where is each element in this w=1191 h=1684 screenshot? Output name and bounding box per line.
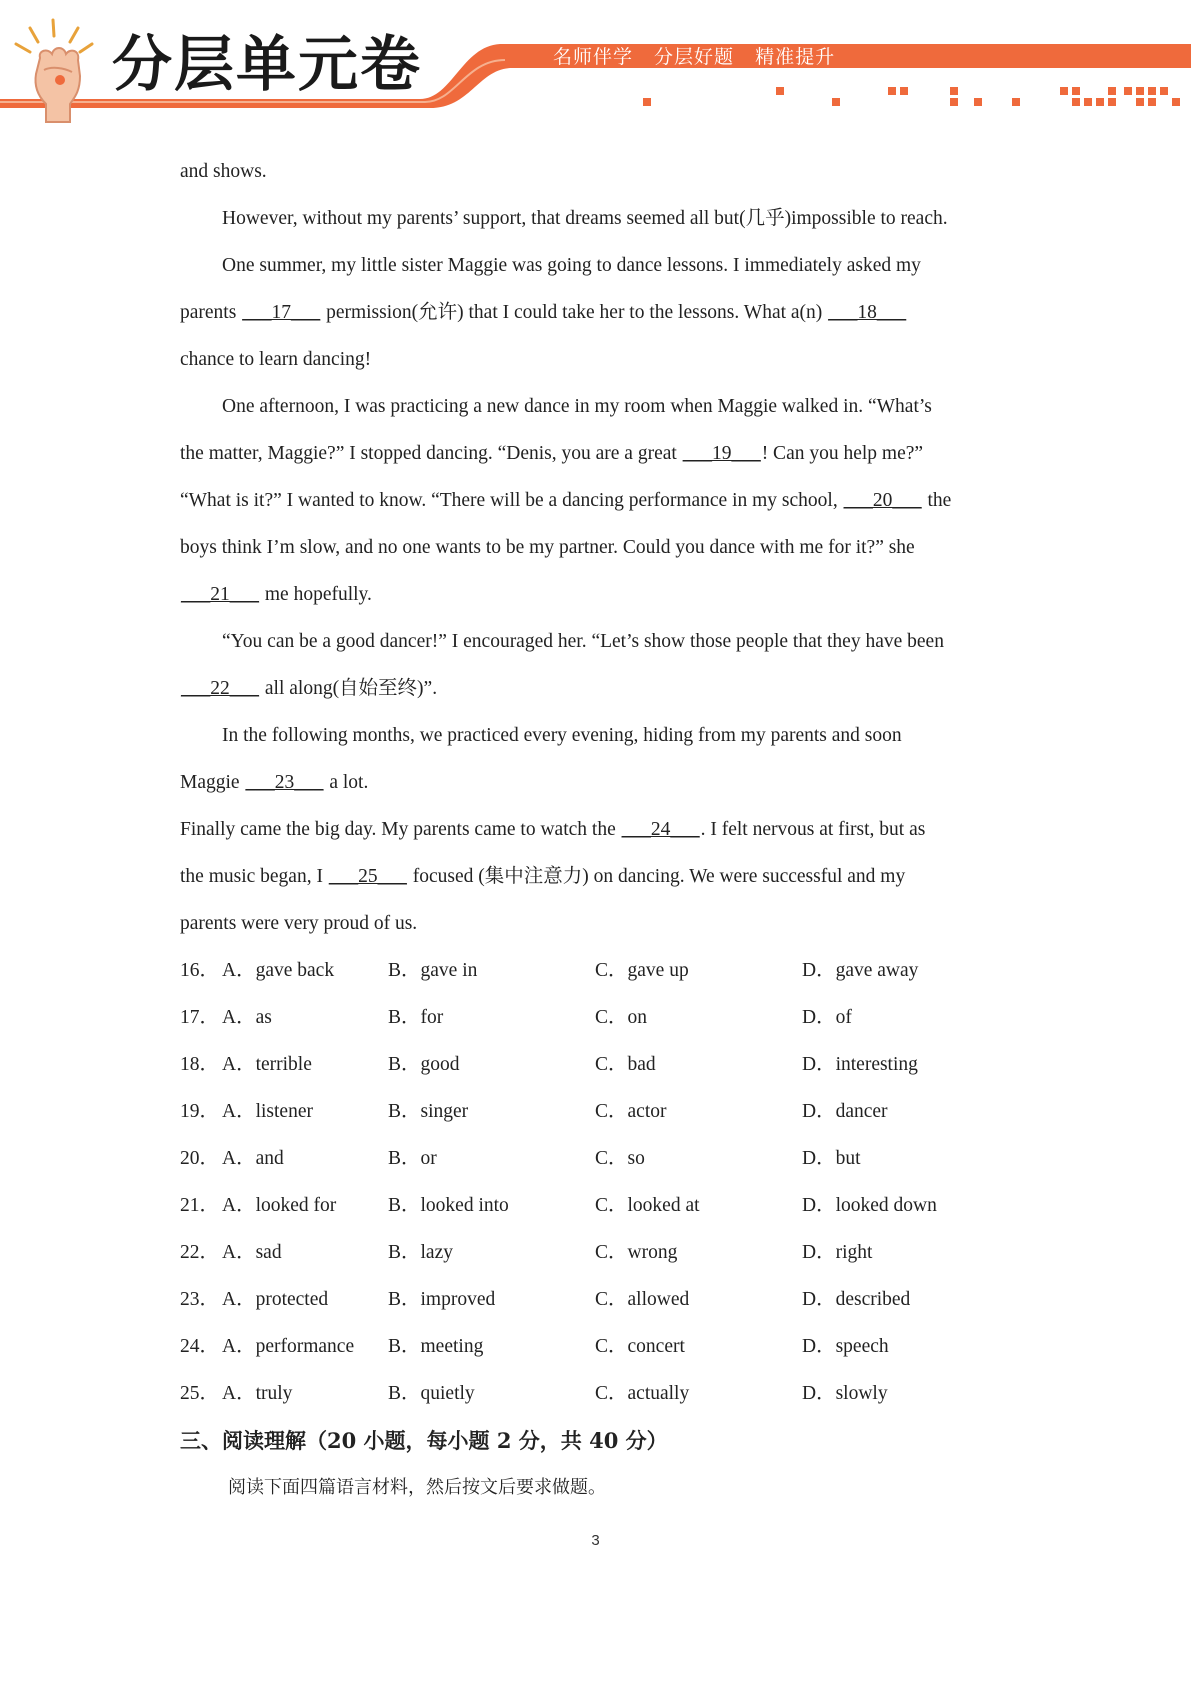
option-a: A．gave back <box>222 960 335 981</box>
passage-line <box>180 336 1020 383</box>
option-b: B．good <box>388 1054 460 1075</box>
text: However, without my parents’ support, that dreams seemed all but(几乎)impossible to reach. <box>222 208 948 229</box>
text: focused (集中注意力) on dancing. We were successful and my <box>407 866 906 887</box>
blank-23: ___23___ <box>245 772 324 793</box>
question-number: 22． <box>180 1242 220 1263</box>
option-c: C．so <box>595 1148 645 1169</box>
text: the <box>922 490 952 511</box>
question-row <box>180 1041 1020 1088</box>
blank-24: ___24___ <box>621 819 700 840</box>
text: the matter, Maggie?” I stopped dancing. “Denis, you are a great <box>180 443 682 464</box>
option-d: D．described <box>802 1289 911 1310</box>
passage-line <box>180 195 1020 242</box>
text: boys think I’m slow, and no one wants to be my partner. Could you dance with me for it?” she <box>180 537 915 558</box>
passage-line <box>180 430 1020 477</box>
blank-17: ___17___ <box>242 302 321 323</box>
option-a: A．and <box>222 1148 284 1169</box>
exam-content <box>180 148 1020 1511</box>
text: “You can be a good dancer!” I encouraged her. “Let’s show those people that they have been <box>222 631 944 652</box>
passage-line <box>180 853 1020 900</box>
question-number: 23． <box>180 1289 220 1310</box>
question-list <box>180 947 1020 1417</box>
option-c: C．bad <box>595 1054 656 1075</box>
text: One afternoon, I was practicing a new dance in my room when Maggie walked in. “What’s <box>222 396 932 417</box>
option-c: C．actor <box>595 1101 667 1122</box>
text: Finally came the big day. My parents came to watch the <box>180 819 621 840</box>
option-d: D．speech <box>802 1336 889 1357</box>
text: In the following months, we practiced every evening, hiding from my parents and soon <box>222 725 902 746</box>
option-a: A．as <box>222 1007 272 1028</box>
question-number: 20． <box>180 1148 220 1169</box>
option-c: C．actually <box>595 1383 690 1404</box>
passage-line <box>180 759 1020 806</box>
blank-22: ___22___ <box>181 678 259 699</box>
blank-18: ___18___ <box>828 302 907 323</box>
question-number: 19． <box>180 1101 220 1122</box>
question-row <box>180 994 1020 1041</box>
option-a: A．looked for <box>222 1195 337 1216</box>
question-row <box>180 1323 1020 1370</box>
option-a: A．protected <box>222 1289 329 1310</box>
passage-line <box>180 477 1020 524</box>
option-d: D．right <box>802 1242 873 1263</box>
option-a: A．terrible <box>222 1054 312 1075</box>
brand-title: 分层单元卷 <box>112 30 422 100</box>
question-row <box>180 1088 1020 1135</box>
page-number: 3 <box>591 1532 600 1549</box>
option-b: B．lazy <box>388 1242 453 1263</box>
text: me hopefully. <box>260 584 372 605</box>
question-number: 24． <box>180 1336 220 1357</box>
text: and shows. <box>180 161 267 182</box>
option-a: A．sad <box>222 1242 282 1263</box>
question-row <box>180 1370 1020 1417</box>
passage-line <box>180 383 1020 430</box>
option-b: B．for <box>388 1007 444 1028</box>
passage-line <box>180 289 1020 336</box>
question-row <box>180 947 1020 994</box>
text: all along(自始至终)”. <box>260 678 438 699</box>
text: ! Can you help me?” <box>761 443 924 464</box>
option-d: D．interesting <box>802 1054 918 1075</box>
blank-21: ___21___ <box>181 584 259 605</box>
option-b: B．meeting <box>388 1336 484 1357</box>
question-number: 17． <box>180 1007 220 1028</box>
blank-19: ___19___ <box>682 443 761 464</box>
text: parents were very proud of us. <box>180 913 418 934</box>
option-a: A．listener <box>222 1101 313 1122</box>
option-d: D．gave away <box>802 960 919 981</box>
option-a: A．performance <box>222 1336 355 1357</box>
section-title: 三、阅读理解（20 小题，每小题 2 分，共 40 分） <box>180 1428 668 1453</box>
passage-line <box>180 242 1020 289</box>
option-a: A．truly <box>222 1383 293 1404</box>
text: parents <box>180 302 242 323</box>
option-d: D．but <box>802 1148 861 1169</box>
text: “What is it?” I wanted to know. “There will be a dancing performance in my school, <box>180 490 843 511</box>
option-b: B．looked into <box>388 1195 509 1216</box>
text: One summer, my little sister Maggie was going to dance lessons. I immediately asked my <box>222 255 921 276</box>
option-d: D．dancer <box>802 1101 888 1122</box>
passage-line <box>180 524 1020 571</box>
option-c: C．gave up <box>595 960 689 981</box>
option-b: B．singer <box>388 1101 469 1122</box>
text: chance to learn dancing! <box>180 349 372 370</box>
passage-line <box>180 571 1020 618</box>
question-number: 21． <box>180 1195 220 1216</box>
section-instruction: 阅读下面四篇语言材料，然后按文后要求做题。 <box>228 1477 606 1498</box>
option-c: C．concert <box>595 1336 685 1357</box>
page-header <box>0 0 1191 125</box>
option-b: B．or <box>388 1148 437 1169</box>
option-d: D．of <box>802 1007 852 1028</box>
option-b: B．improved <box>388 1289 496 1310</box>
text: a lot. <box>324 772 369 793</box>
header-slogan: 名师伴学 分层好题 精准提升 <box>553 46 836 68</box>
text: permission(允许) that I could take her to the lessons. What a(n) <box>321 302 828 323</box>
option-c: C．looked at <box>595 1195 700 1216</box>
blank-25: ___25___ <box>328 866 407 887</box>
question-number: 16． <box>180 960 220 981</box>
question-row <box>180 1229 1020 1276</box>
question-number: 25． <box>180 1383 220 1404</box>
text: Maggie <box>180 772 245 793</box>
option-b: B．gave in <box>388 960 478 981</box>
passage-line <box>180 665 1020 712</box>
option-d: D．slowly <box>802 1383 888 1404</box>
question-row <box>180 1135 1020 1182</box>
passage-line <box>180 806 1020 853</box>
question-row <box>180 1276 1020 1323</box>
option-c: C．on <box>595 1007 648 1028</box>
question-number: 18． <box>180 1054 220 1075</box>
passage-line <box>180 900 1020 947</box>
option-d: D．looked down <box>802 1195 937 1216</box>
raised-fist-icon <box>8 14 108 124</box>
question-row <box>180 1182 1020 1229</box>
passage-line <box>180 618 1020 665</box>
text: the music began, I <box>180 866 328 887</box>
text: . I felt nervous at first, but as <box>700 819 926 840</box>
option-b: B．quietly <box>388 1383 475 1404</box>
blank-20: ___20___ <box>843 490 922 511</box>
passage-line <box>180 712 1020 759</box>
option-c: C．wrong <box>595 1242 678 1263</box>
passage-line <box>180 148 1020 195</box>
option-c: C．allowed <box>595 1289 690 1310</box>
